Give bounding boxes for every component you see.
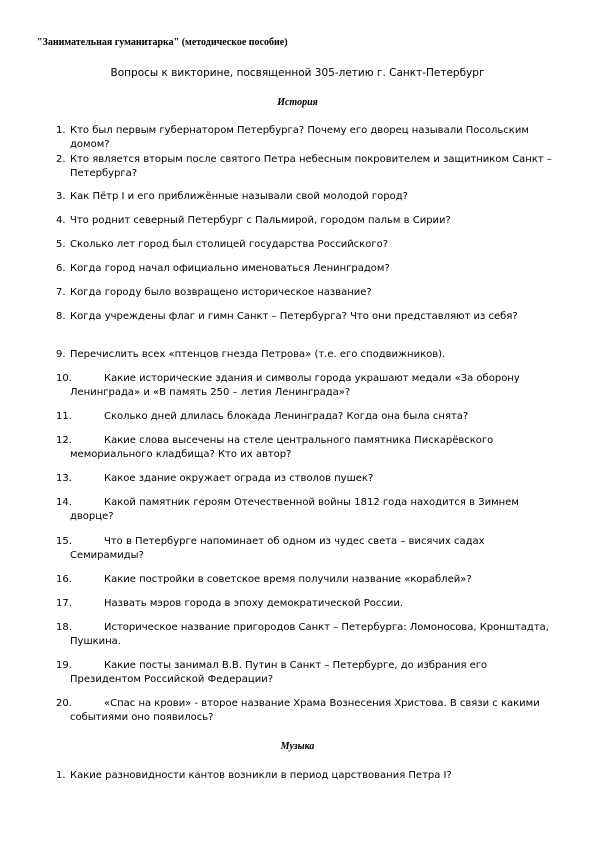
- question-number: 20.: [56, 698, 72, 709]
- question-text: Историческое название пригородов Санкт – Петербурга: Ломоносова, Кронштадта, Пушкина.: [70, 622, 549, 647]
- question-item: [56, 535, 554, 563]
- question-text: Перечислить всех «птенцов гнезда Петрова» (т.е. его сподвижников).: [70, 349, 446, 360]
- question-text: Какие разновидности кантов возникли в период царствования Петра I?: [70, 770, 452, 781]
- section-title-music: Музыка: [280, 741, 315, 752]
- question-text: Сколько лет город был столицей государства Российского?: [70, 239, 389, 250]
- question-number: 6.: [56, 263, 66, 274]
- document-header: "Занимательная гуманитарка" (методическое пособие): [37, 37, 288, 48]
- question-text: Что в Петербурге напоминает об одном из чудес света – висячих садах Семирамиды?: [70, 536, 485, 561]
- question-number: 19.: [56, 660, 72, 671]
- question-item: [56, 124, 554, 152]
- question-item: [56, 310, 554, 324]
- question-number: 9.: [56, 349, 66, 360]
- question-text: Кто является вторым после святого Петра небесным покровителем и защитником Санкт – Петербурга?: [70, 154, 552, 179]
- question-item: [56, 153, 554, 181]
- page-title: Вопросы к викторине, посвященной 305-летию г. Санкт-Петербург: [110, 67, 485, 79]
- question-text: Какие исторические здания и символы города украшают медали «За оборону Ленинграда» и «В память 250 – летия Ленинграда»?: [70, 373, 520, 398]
- question-number: 2.: [56, 154, 66, 165]
- question-number: 18.: [56, 622, 72, 633]
- question-text: Какие слова высечены на стеле центрального памятника Пискарёвского мемориального кладбища? Кто их автор?: [70, 435, 494, 460]
- question-number: 1.: [56, 125, 66, 136]
- question-item: [56, 372, 554, 400]
- question-item: [56, 573, 554, 587]
- question-text: Сколько дней длилась блокада Ленинграда? Когда она была снята?: [104, 411, 469, 422]
- question-number: 12.: [56, 435, 72, 446]
- question-item: [56, 597, 554, 611]
- question-item: [56, 434, 554, 462]
- question-item: [56, 472, 554, 486]
- question-item: [56, 190, 554, 204]
- question-number: 3.: [56, 191, 66, 202]
- question-number: 15.: [56, 536, 72, 547]
- question-number: 1.: [56, 770, 66, 781]
- question-text: Когда учреждены флаг и гимн Санкт – Петербурга? Что они представляют из себя?: [70, 311, 518, 322]
- section-title-history: История: [277, 97, 318, 108]
- question-item: [56, 286, 554, 300]
- question-text: Когда городу было возвращено историческое название?: [70, 287, 372, 298]
- question-number: 17.: [56, 598, 72, 609]
- question-item: [56, 697, 554, 725]
- question-number: 5.: [56, 239, 66, 250]
- question-text: Назвать мэров города в эпоху демократической России.: [104, 598, 404, 609]
- question-text: Кто был первым губернатором Петербурга? Почему его дворец называли Посольским домом?: [70, 125, 529, 150]
- question-item: [56, 238, 554, 252]
- question-number: 11.: [56, 411, 72, 422]
- question-item: [56, 410, 554, 424]
- question-text: «Спас на крови» - второе название Храма Вознесения Христова. В связи с какими событиями оно появилось?: [70, 698, 540, 723]
- question-number: 8.: [56, 311, 66, 322]
- question-number: 13.: [56, 473, 72, 484]
- question-item: [56, 496, 554, 524]
- question-text: Какие посты занимал В.В. Путин в Санкт – Петербурге, до избрания его Президентом Российской Федерации?: [70, 660, 488, 685]
- question-number: 4.: [56, 215, 66, 226]
- question-number: 10.: [56, 373, 72, 384]
- question-item: [56, 659, 554, 687]
- question-item: [56, 262, 554, 276]
- question-text: Какое здание окружает ограда из стволов пушек?: [104, 473, 374, 484]
- question-text: Что роднит северный Петербург с Пальмирой, городом пальм в Сирии?: [70, 215, 451, 226]
- question-item: [56, 214, 554, 228]
- question-item: [56, 621, 554, 649]
- question-text: Как Пётр I и его приближённые называли свой молодой город?: [70, 191, 408, 202]
- question-number: 14.: [56, 497, 72, 508]
- question-item: [56, 348, 554, 362]
- question-text: Какие постройки в советское время получили название «кораблей»?: [104, 574, 472, 585]
- question-text: Какой памятник героям Отечественной войны 1812 года находится в Зимнем дворце?: [70, 497, 519, 522]
- question-text: Когда город начал официально именоваться Ленинградом?: [70, 263, 390, 274]
- question-number: 7.: [56, 287, 66, 298]
- question-number: 16.: [56, 574, 72, 585]
- question-item: [56, 769, 554, 783]
